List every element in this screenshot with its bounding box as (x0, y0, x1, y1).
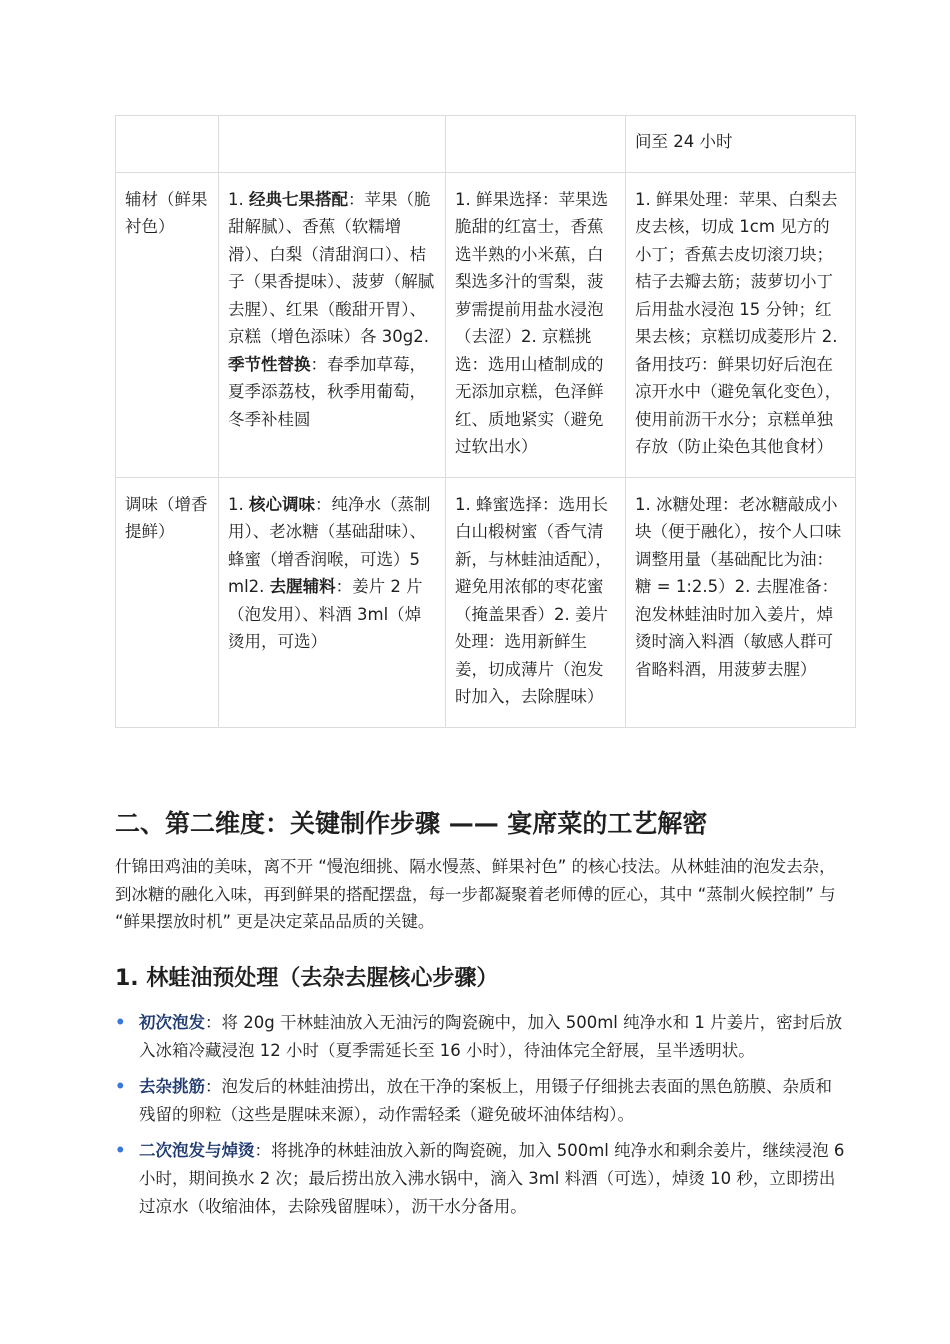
list-item (115, 1009, 845, 1064)
table-cell-selection: 1. 鲜果选择：苹果选脆甜的红富士，香蕉选半熟的小米蕉，白梨选多汁的雪梨，菠萝需提前用盐水浸泡（去涩）2. 京糕挑选：选用山楂制成的无添加京糕，色泽鲜红、质地紧实（避免过软出水） (446, 172, 626, 477)
steps-list (115, 1009, 845, 1229)
table-cell-category: 辅材（鲜果衬色） (116, 172, 219, 477)
table-cell-category: 调味（增香提鲜） (116, 477, 219, 727)
bullet-icon: • (115, 1013, 126, 1032)
cell-bold-text: 经典七果搭配 (249, 189, 348, 209)
step-title: 二次泡发与焯烫 (139, 1141, 255, 1161)
table-cell-processing: 1. 鲜果处理：苹果、白梨去皮去核，切成 1cm 见方的小丁；香蕉去皮切滚刀块；桔子去瓣去筋；菠萝切小丁后用盐水浸泡 15 分钟；红果去核；京糕切成菱形片 2. 备用技巧：鲜果切好后泡在凉开水中（避免氧化变色），使用前沥干水分；京糕单独存放（防止染色其他食材） (626, 172, 856, 477)
table-row (116, 172, 856, 477)
step-text: ：将 20g 干林蛙油放入无油污的陶瓷碗中，加入 500ml 纯净水和 1 片姜片，密封后放入冰箱冷藏浸泡 12 小时（夏季需延长至 16 小时），待油体完全舒展，呈半透明状。 (139, 1013, 843, 1060)
subsection-heading: 1. 林蛙油预处理（去杂去腥核心步骤） (115, 966, 499, 991)
table-row (116, 477, 856, 727)
cell-text: 1. (228, 494, 249, 514)
table-cell-ingredients (219, 477, 446, 727)
list-item (115, 1137, 845, 1220)
step-text: ：泡发后的林蛙油捞出，放在干净的案板上，用镊子仔细挑去表面的黑色筋膜、杂质和残留的卵粒（这些是腥味来源），动作需轻柔（避免破坏油体结构）。 (139, 1077, 832, 1124)
section-heading: 二、第二维度：关键制作步骤 —— 宴席菜的工艺解密 (115, 809, 708, 838)
cell-bold-text: 核心调味 (249, 494, 315, 514)
table-cell-processing: 1. 冰糖处理：老冰糖敲成小块（便于融化），按个人口味调整用量（基础配比为油：糖 = 1:2.5）2. 去腥准备：泡发林蛙油时加入姜片，焯烫时滴入料酒（敏感人群可省略料酒，用菠萝去腥） (626, 477, 856, 727)
step-title: 去杂挑筋 (139, 1077, 205, 1097)
cell-bold-text: 去腥辅料 (269, 577, 336, 596)
table-row (116, 116, 856, 173)
table-cell: 间至 24 小时 (626, 116, 856, 173)
cell-bold-text: 季节性替换 (228, 354, 311, 374)
step-title: 初次泡发 (139, 1013, 205, 1032)
cell-text: ：纯净水（蒸制用）、老冰糖（基础甜味）、蜂蜜（增香润喉，可选）5ml2. (228, 494, 431, 596)
cell-text: 1. (228, 189, 249, 209)
cell-text: ：春季加草莓，夏季添荔枝，秋季用葡萄，冬季补桂圆 (228, 354, 426, 429)
cell-text: ：苹果（脆甜解腻）、香蕉（软糯增滑）、白梨（清甜润口）、桔子（果香提味）、菠萝（解腻去腥）、红果（酸甜开胃）、京糕（增色添味）各 30g2. (228, 189, 435, 346)
cell-text: ：姜片 2 片（泡发用）、料酒 3ml（焯烫用，可选） (228, 577, 423, 651)
bullet-icon: • (115, 1141, 126, 1161)
section-intro: 什锦田鸡油的美味，离不开 “慢泡细挑、隔水慢蒸、鲜果衬色” 的核心技法。从林蛙油的泡发去杂，到冰糖的融化入味，再到鲜果的搭配摆盘，每一步都凝聚着老师傅的匠心，其中 “蒸制火候控制” 与 “鲜果摆放时机” 更是决定菜品品质的关键。 (115, 857, 836, 932)
table-cell (116, 116, 219, 173)
table-cell-selection: 1. 蜂蜜选择：选用长白山椴树蜜（香气清新，与林蛙油适配），避免用浓郁的枣花蜜（掩盖果香）2. 姜片处理：选用新鲜生姜，切成薄片（泡发时加入，去除腥味） (446, 477, 626, 727)
step-text: ：将挑净的林蛙油放入新的陶瓷碗，加入 500ml 纯净水和剩余姜片，继续浸泡 6 小时，期间换水 2 次；最后捞出放入沸水锅中，滴入 3ml 料酒（可选），焯烫 10 秒，立即捞出过凉水（收缩油体，去除残留腥味），沥干水分备用。 (139, 1141, 845, 1216)
table-cell (446, 116, 626, 173)
table-cell-ingredients (219, 172, 446, 477)
table-cell (219, 116, 446, 173)
bullet-icon: • (115, 1077, 126, 1097)
list-item (115, 1073, 845, 1128)
ingredients-table (115, 115, 856, 728)
